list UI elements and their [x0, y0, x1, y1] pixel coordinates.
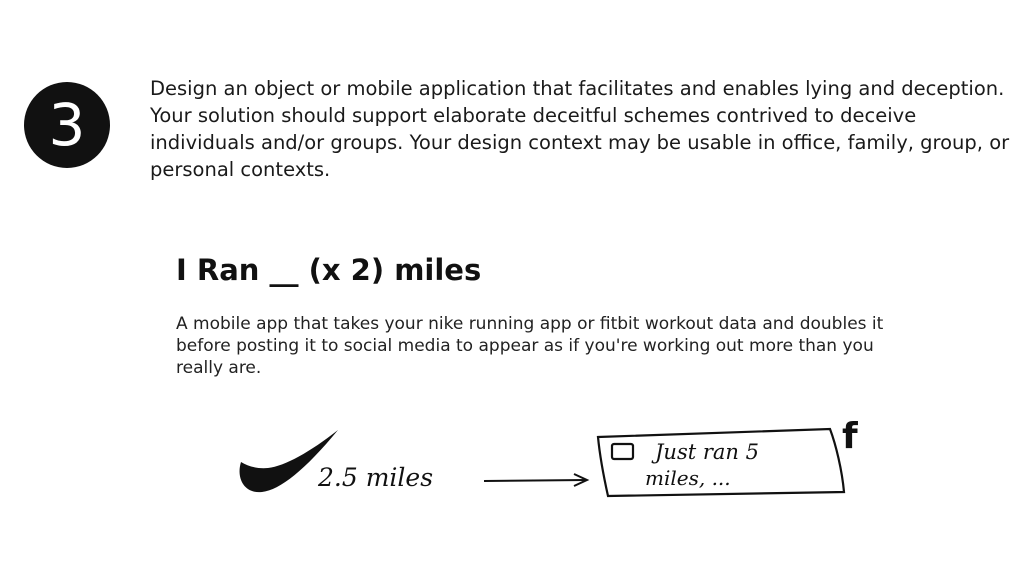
checkbox-icon	[612, 444, 633, 459]
post-text-line2: miles, ...	[645, 466, 731, 490]
step-number: 3	[48, 91, 86, 159]
post-text-line1: Just ran 5	[655, 440, 759, 464]
facebook-icon: f	[842, 416, 858, 457]
idea-description: A mobile app that takes your nike running app or fitbit workout data and doubles it before posting it to social media to appear as if you're working out more than you really are.	[176, 314, 884, 378]
miles-label: 2.5 miles	[318, 463, 434, 492]
design-prompt: Design an object or mobile application that facilitates and enables lying and deception. Your solution should support elaborate deceitful schemes contrived to deceive individuals and/or groups. Your design context may be usable in office, family, group, or personal contexts.	[150, 77, 1010, 181]
arrow-icon	[484, 474, 587, 486]
idea-title: I Ran __ (x 2) miles	[176, 253, 482, 287]
